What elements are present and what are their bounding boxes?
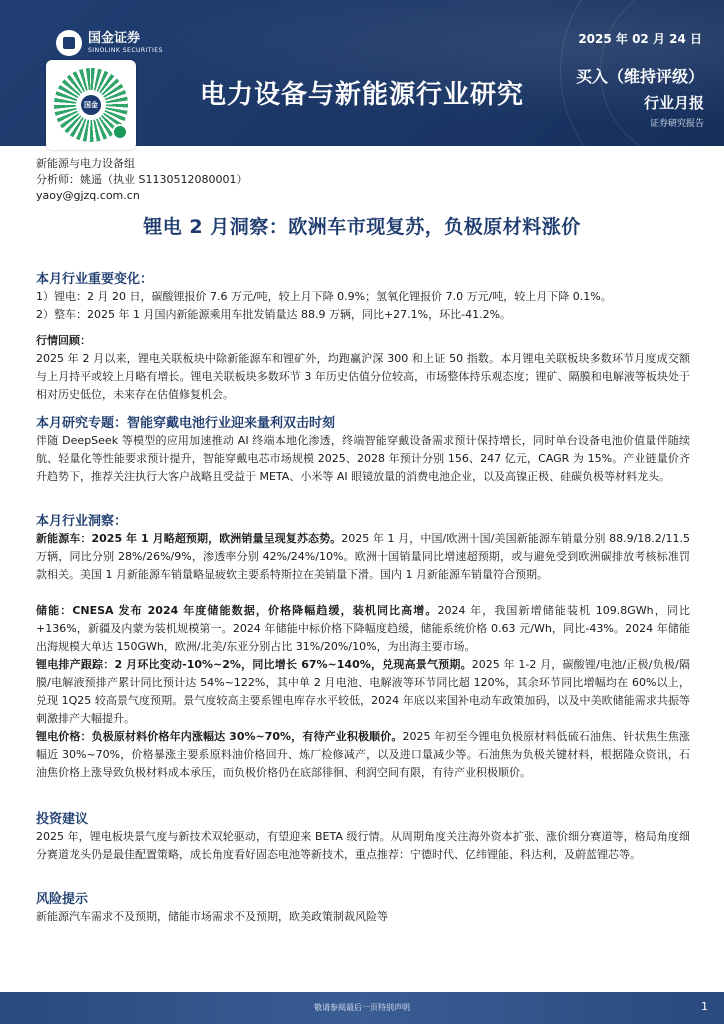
risk-text: 新能源汽车需求不及预期，储能市场需求不及预期，欧美政策制裁风险等	[36, 910, 388, 923]
insight-production-headline: 锂电排产跟踪：2 月环比变动-10%~2%，同比增长 67%~140%，兑现高景气预期。	[36, 658, 472, 671]
qr-badge-icon	[112, 124, 128, 140]
invest-text: 2025 年，锂电板块景气度与新技术双轮驱动，有望迎来 BETA 级行情。从周期角度关注海外资本扩张、涨价细分赛道等，格局角度细分赛道龙头仍是最佳配置策略，成长角度看好固态电池等新技术，重点推荐：宁德时代、亿纬锂能、科达利，及蔚蓝锂芯等。	[36, 830, 690, 861]
insight-storage-body: 2024 年，我国新增储能装机 109.8GWh，同比+136%，新疆及内蒙为装机规模第一。2024 年储能中标价格下降幅度趋缓，储能系统价格 0.63 元/Wh，同比-43%。2024 年储能出海规模大单达 150GWh，欧洲/北美/东亚分别占比 31%/20%/10%，为出海主要市场。	[36, 604, 690, 653]
insight-storage-headline: 储能：CNESA 发布 2024 年度储能数据，价格降幅趋缓，装机同比高增。	[36, 604, 438, 617]
logo-name-en: SINOLINK SECURITIES	[88, 46, 163, 54]
qr-code[interactable]	[46, 60, 136, 150]
analyst-info	[36, 156, 247, 204]
section-heading-insight: 本月行业洞察：	[36, 514, 128, 529]
report-date: 2025 年 02 月 24 日	[578, 32, 702, 46]
qr-center-label: 国金	[81, 95, 101, 115]
changes-line-lithium: 1）锂电：2 月 20 日，碳酸锂报价 7.6 万元/吨，较上月下降 0.9%；氢氧化锂报价 7.0 万元/吨，较上月下降 0.1%。	[36, 290, 612, 303]
section-heading-topic: 本月研究专题：智能穿戴电池行业迎来量利双击时刻	[36, 416, 336, 431]
document-title: 锂电 2 月洞察：欧洲车市现复苏，负极原材料涨价	[143, 216, 581, 238]
analyst-group: 新能源与电力设备组	[36, 157, 135, 170]
logo-mark-icon	[56, 30, 82, 56]
section-heading-invest: 投资建议	[36, 812, 89, 827]
rating-badge: 买入（维持评级）	[575, 67, 704, 86]
insight-price-body: 2025 年初至今锂电负极原材料低硫石油焦、针状焦生焦涨幅近 30%~70%，价格暴涨主要系原料油价格回升、炼厂检修减产，以及进口量减少等。石油焦为负极关键材料，根据隆众资讯，石油焦价格上涨导致负极材料成本承压，而负极价格仍在底部徘徊、利润空间有限，有待产业积极顺价。	[36, 730, 690, 779]
insight-production-body: 2025 年 1-2 月，碳酸锂/电池/正极/负极/隔膜/电解液预排产累计同比预计达 54%~122%，其中单 2 月电池、电解液等环节同比超 120%，其余环节同比增幅均在 60%以上，兑现 1Q25 较高景气度预期。景气度较高主要系锂电库存水平较低，2024 年底以来国补电动车政策加码，以及中美欧储能需求共振等刺激排产大幅提升。	[36, 658, 690, 725]
industry-title: 电力设备与新能源行业研究	[200, 80, 525, 110]
footer-disclaimer: 敬请参阅最后一页特别声明	[314, 1003, 410, 1012]
report-header-banner	[0, 0, 724, 146]
insight-ev-paragraph	[36, 530, 690, 584]
analyst-email[interactable]: yaoy@gjzq.com.cn	[36, 189, 140, 202]
analyst-name: 分析师：姚遥（执业 S1130512080001）	[36, 173, 248, 186]
market-review-text: 2025 年 2 月以来，锂电关联板块中除新能源车和锂矿外，均跑赢沪深 300 和上证 50 指数。本月锂电关联板块多数环节月度成交额与上月持平或较上月略有增长。锂电关联板块多数环节 3 年历史估值分位较高，市场整体持乐观态度；锂矿、隔膜和电解液等板块处于相对历史低位，未来存在估值修复机会。	[36, 352, 690, 401]
insight-storage-paragraph	[36, 602, 690, 656]
insight-ev-headline: 新能源车：2025 年 1 月略超预期，欧洲销量呈现复苏态势。	[36, 532, 342, 545]
qr-center-logo	[76, 90, 106, 120]
topic-text: 伴随 DeepSeek 等模型的应用加速推动 AI 终端本地化渗透，终端智能穿戴设备需求预计保持增长，同时单台设备电池价值量伴随续航、轻量化等性能要求预计提升，智能穿戴电芯市场规模 2025、2028 年预计分别 156、247 亿元，CAGR 为 15%。产业链量价齐升趋势下，推荐关注执行大客户战略且受益于 META、小米等 AI 眼镜放量的消费电池企业，以及高镍正极、硅碳负极等材料龙头。	[36, 434, 690, 483]
report-category: 证券研究报告	[649, 119, 704, 129]
page-number: 1	[701, 1000, 708, 1013]
insight-price-paragraph	[36, 728, 690, 782]
logo-name-cn: 国金证券	[88, 30, 141, 46]
section-heading-risk: 风险提示	[36, 892, 89, 907]
insight-ev-body: 2025 年 1 月，中国/欧洲十国/美国新能源车销量分别 88.9/18.2/11.5 万辆，同比分别 28%/26%/9%，渗透率分别 42%/24%/10%。欧洲十国销量同比增速超预期，或与避免受到欧洲碳排放考核标准罚款相关。美国 1 月新能源车销量略显疲软主要系特斯拉在美销量下滑。国内 1 月新能源车销量符合预期。	[36, 532, 690, 581]
company-logo	[56, 30, 163, 56]
changes-line-vehicle: 2）整车：2025 年 1 月国内新能源乘用车批发销量达 88.9 万辆，同比+27.1%，环比-41.2%。	[36, 308, 512, 321]
report-type: 行业月报	[643, 94, 704, 112]
section-heading-changes: 本月行业重要变化：	[36, 272, 154, 287]
insight-price-headline: 锂电价格：负极原材料价格年内涨幅达 30%~70%，有待产业积极顺价。	[36, 730, 403, 743]
insight-production-paragraph	[36, 656, 690, 728]
section-heading-market: 行情回顾：	[36, 334, 91, 347]
